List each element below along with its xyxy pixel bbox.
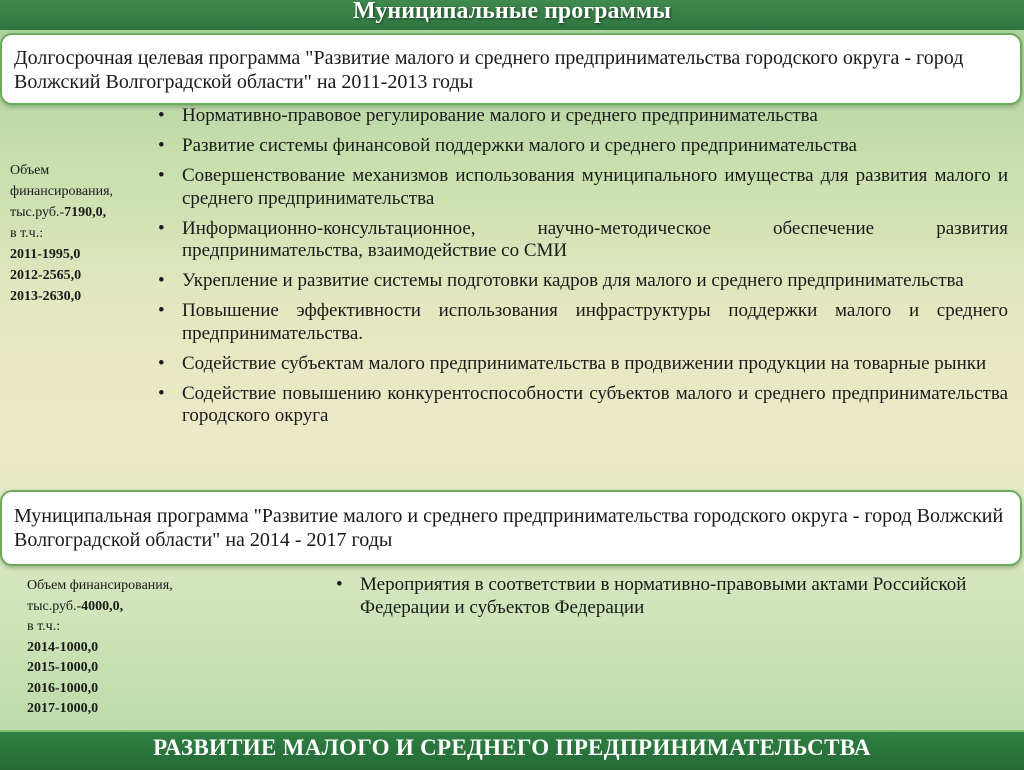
funding-label: финансирования,	[10, 184, 114, 199]
list-item: • Содействие субъектам малого предпринимательства в продвижении продукции на товарные рынки	[158, 352, 987, 374]
funding-year: 2017-1000,0	[27, 701, 99, 716]
list-item: • Нормативно-правовое регулирование малого и среднего предпринимательства	[158, 105, 818, 126]
bullet-icon: •	[158, 105, 165, 126]
bullet-icon: •	[158, 217, 165, 239]
funding-year: 2012-2565,0	[10, 268, 82, 283]
bullet-icon: •	[336, 574, 343, 595]
funding-total: 7190,0,	[64, 205, 107, 220]
list-item: • Совершенствование механизмов использования муниципального имущества для развития малого и среднего предпринимательства	[158, 165, 1008, 209]
bullet-icon: •	[158, 165, 165, 186]
funding-year: 2014-1000,0	[27, 639, 99, 655]
program2-title: Муниципальная программа "Развитие малого и среднего предпринимательства городского округа - город Волжский Волгоградской области" на 2014 - 2017 годы	[14, 505, 1004, 551]
footer-title: РАЗВИТИЕ МАЛОГО И СРЕДНЕГО ПРЕДПРИНИМАТЕЛЬСТВА	[153, 735, 871, 760]
program2-measures-list	[336, 573, 1016, 619]
funding-incl: в т.ч.:	[27, 619, 61, 634]
list-item: • Укрепление и развитие системы подготовки кадров для малого и среднего предпринимательства	[158, 270, 964, 291]
funding-year: 2013-2630,0	[10, 289, 82, 304]
funding-label: Объем	[10, 163, 50, 178]
funding-incl: в т.ч.:	[10, 226, 44, 241]
funding-year: 2016-1000,0	[27, 680, 99, 696]
list-item: • Информационно-консультационное, научно-методическое обеспечение развития предпринимательства, взаимодействие со СМИ	[158, 217, 1008, 261]
program1-title: Долгосрочная целевая программа "Развитие малого и среднего предпринимательства городского округа - город Волжский Волгоградской области" на 2011-2013 годы	[14, 47, 964, 93]
funding-total-line: тыс.руб.-4000,0,	[27, 598, 124, 614]
program1-title-box	[0, 33, 1022, 105]
program2-title-box	[0, 490, 1022, 566]
program2-funding	[27, 576, 287, 720]
list-item: • Содействие повышению конкурентоспособности субъектов малого и среднего предпринимательства городского округа	[158, 382, 1008, 426]
bullet-icon: •	[158, 135, 165, 156]
list-item: • Повышение эффективности использования инфраструктуры поддержки малого и среднего предпринимательства.	[158, 300, 1008, 344]
bullet-icon: •	[158, 382, 165, 404]
bullet-icon: •	[158, 270, 165, 291]
funding-year: 2011-1995,0	[10, 247, 81, 262]
funding-year: 2015-1000,0	[27, 660, 99, 675]
list-item: • Мероприятия в соответствии в нормативно-правовыми актами Российской Федерации и субъектов Федерации	[336, 574, 967, 618]
page-title: Муниципальные программы	[353, 0, 671, 24]
list-item: • Развитие системы финансовой поддержки малого и среднего предпринимательства	[158, 135, 857, 156]
funding-total: 4000,0,	[81, 598, 124, 614]
bullet-icon: •	[158, 300, 165, 321]
funding-label: Объем финансирования,	[27, 578, 173, 593]
funding-total-line: тыс.руб.-7190,0,	[10, 205, 107, 220]
bullet-icon: •	[158, 352, 165, 374]
program1-measures-list	[158, 105, 1008, 435]
program1-funding	[10, 160, 150, 307]
